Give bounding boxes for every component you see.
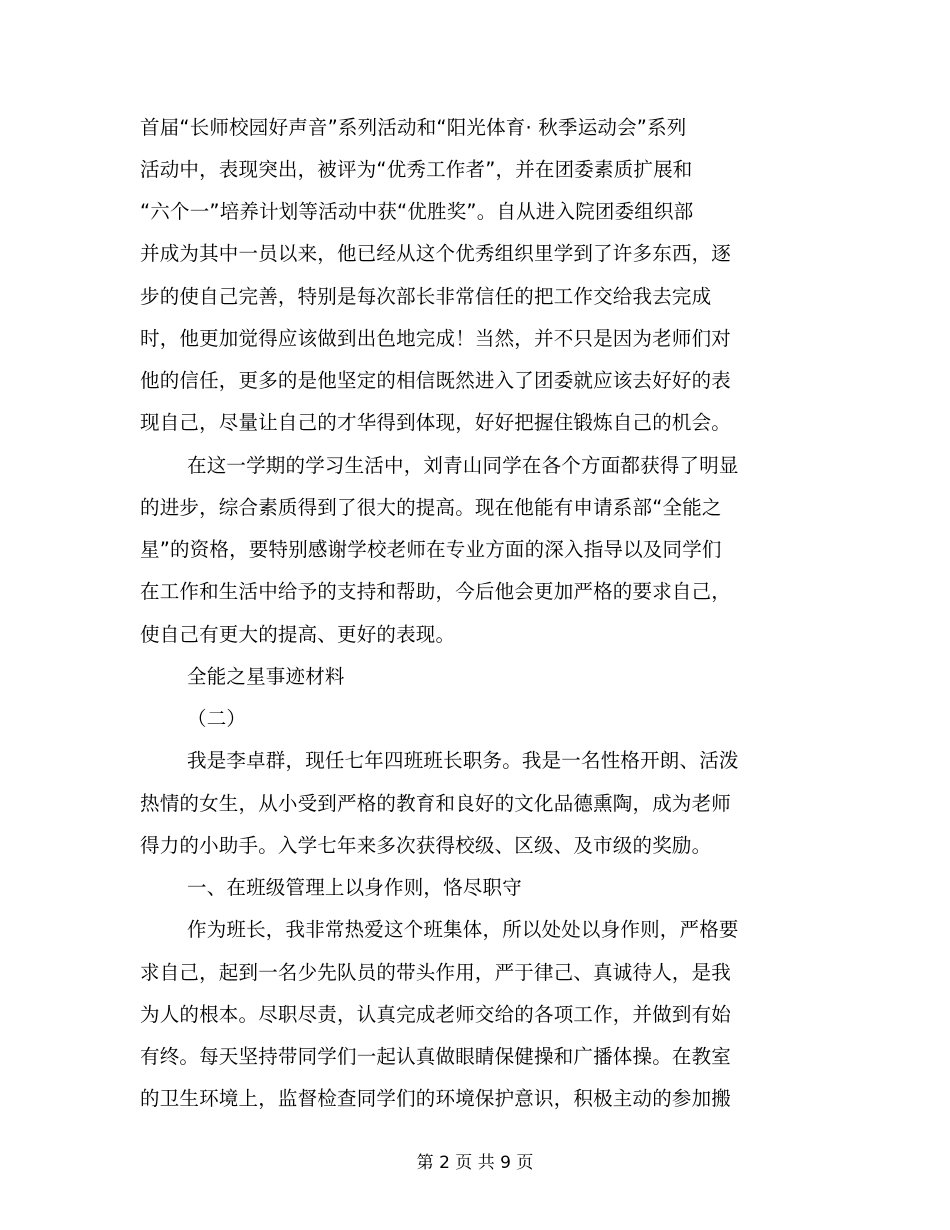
text-line: 为人的根本。尽职尽责，认真完成老师交给的各项工作，并做到有始 — [140, 1003, 732, 1026]
text-line: 的进步，综合素质得到了很大的提高。现在他能有申请系部“全能之 — [140, 496, 722, 519]
paragraph-first-line: 我是李卓群，现任七年四班班长职务。我是一名性格开朗、活泼 — [187, 749, 739, 772]
text-line: 的卫生环境上，监督检查同学们的环境保护意识，积极主动的参加搬 — [140, 1087, 732, 1110]
text-line: 步的使自己完善，特别是每次部长非常信任的把工作交给我去完成 — [140, 285, 712, 308]
section-heading: 一、在班级管理上以身作则，恪尽职守 — [187, 876, 522, 899]
text-line: 首届“长师校园好声音”系列活动和“阳光体育· 秋季运动会”系列 — [140, 116, 687, 139]
text-line: 求自己，起到一名少先队员的带头作用，严于律己、真诚待人，是我 — [140, 961, 732, 984]
paragraph-first-line: 作为班长，我非常热爱这个班集体，所以处处以身作则，严格要 — [187, 918, 739, 941]
text-line: 得力的小助手。入学七年来多次获得校级、区级、及市级的奖励。 — [140, 834, 712, 857]
text-line: 时，他更加觉得应该做到出色地完成！当然，并不只是因为老师们对 — [140, 327, 732, 350]
text-line: 有终。每天坚持带同学们一起认真做眼睛保健操和广播体操。在教室 — [140, 1045, 732, 1068]
page-indicator: 第 2 页 共 9 页 — [416, 1153, 534, 1173]
paragraph-first-line: 在这一学期的学习生活中，刘青山同学在各个方面都获得了明显 — [187, 454, 739, 477]
text-line: 星”的资格，要特别感谢学校老师在专业方面的深入指导以及同学们 — [140, 538, 722, 561]
text-line: 使自己有更大的提高、更好的表现。 — [140, 623, 456, 646]
text-line: 在工作和生活中给予的支持和帮助，今后他会更加严格的要求自己， — [140, 580, 732, 603]
text-line: “六个一”培养计划等活动中获“优胜奖”。自从进入院团委组织部 — [140, 200, 694, 223]
text-line: 活动中，表现突出，被评为“优秀工作者”，并在团委素质扩展和 — [140, 158, 693, 181]
text-line: 热情的女生，从小受到严格的教育和良好的文化品德熏陶，成为老师 — [140, 792, 732, 815]
page-footer — [0, 1152, 950, 1174]
text-line: 并成为其中一员以来，他已经从这个优秀组织里学到了许多东西，逐 — [140, 242, 732, 265]
section-title: 全能之星事迹材料 — [187, 665, 345, 688]
text-line: 现自己，尽量让自己的才华得到体现，好好把握住锻炼自己的机会。 — [140, 411, 732, 434]
section-subtitle: （二） — [187, 707, 247, 730]
text-line: 他的信任，更多的是他坚定的相信既然进入了团委就应该去好好的表 — [140, 369, 732, 392]
